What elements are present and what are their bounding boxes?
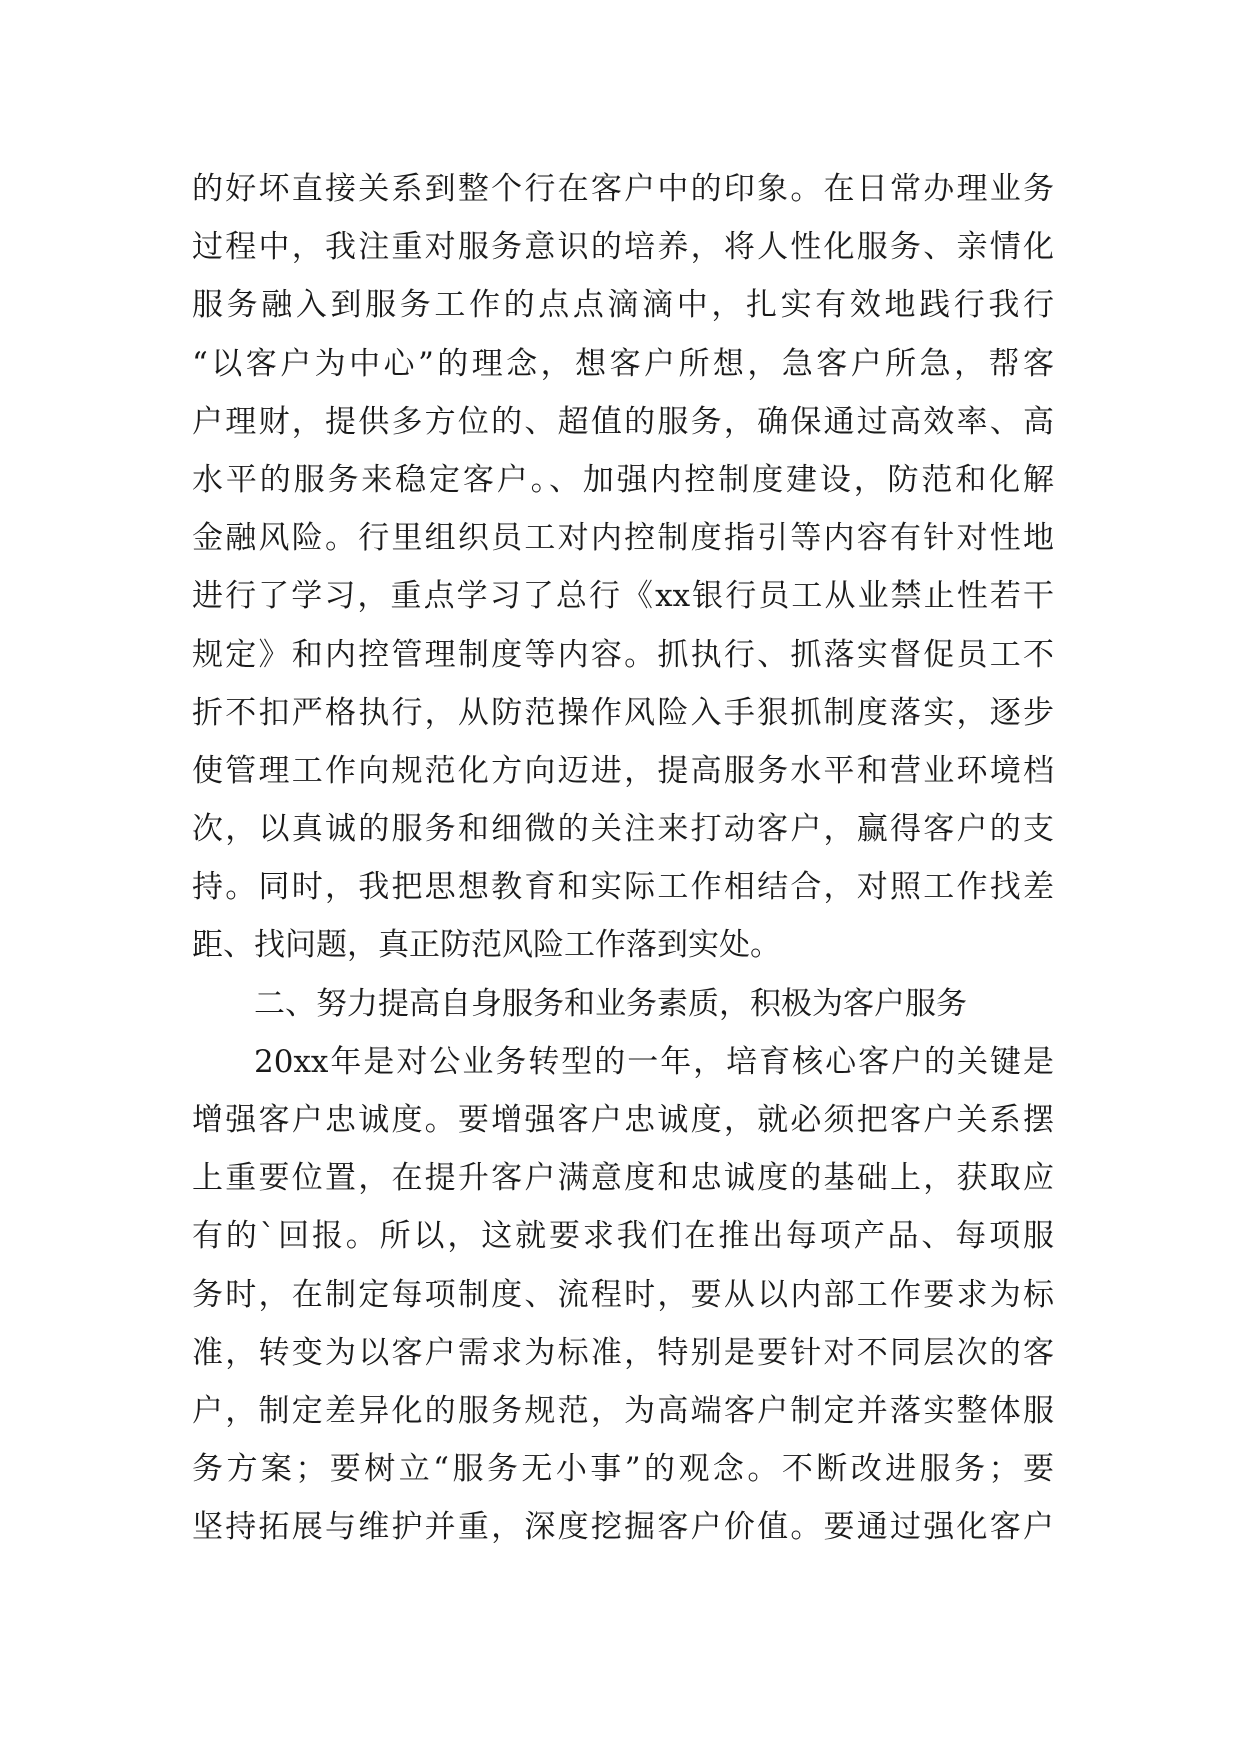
text-line: 的好坏直接关系到整个行在客户中的印象。在日常办理业务 [192,171,1054,207]
text-line: 规定》和内控管理制度等内容。抓执行、抓落实督促员工不 [192,636,1054,673]
text-line: 金融风险。行里组织员工对内控制度指引等内容有针对性地 [192,520,1054,557]
text-line: 使管理工作向规范化方向迈进，提高服务水平和营业环境档 [192,752,1054,789]
text-line: 增强客户忠诚度。要增强客户忠诚度，就必须把客户关系摆 [192,1102,1054,1138]
text-line: 务时，在制定每项制度、流程时，要从以内部工作要求为标 [192,1276,1054,1313]
text-line: 户，制定差异化的服务规范，为高端客户制定并落实整体服 [192,1392,1054,1429]
text-line: 折不扣严格执行，从防范操作风险入手狠抓制度落实，逐步 [192,694,1054,731]
text-line: 水平的服务来稳定客户。、加强内控制度建设，防范和化解 [192,461,1054,498]
text-line: “以客户为中心”的理念，想客户所想，急客户所急，帮客 [192,345,1054,382]
text-line: 准，转变为以客户需求为标准，特别是要针对不同层次的客 [192,1334,1054,1371]
text-line: 服务融入到服务工作的点点滴滴中，扎实有效地践行我行 [192,287,1054,324]
section-heading: 二、努力提高自身服务和业务素质，积极为客户服务 [254,985,967,1022]
text-line: 进行了学习，重点学习了总行《xx银行员工从业禁止性若干 [192,578,1054,615]
text-line: 户理财，提供多方位的、超值的服务，确保通过高效率、高 [192,403,1054,440]
paragraph-first-line: 20xx年是对公业务转型的一年，培育核心客户的关键是 [254,1043,1054,1080]
text-line: 坚持拓展与维护并重，深度挖掘客户价值。要通过强化客户 [192,1509,1054,1546]
text-line: 过程中，我注重对服务意识的培养，将人性化服务、亲情化 [192,229,1054,266]
text-line: 距、找问题，真正防范风险工作落到实处。 [192,927,781,964]
text-line: 务方案；要树立“服务无小事”的观念。不断改进服务；要 [192,1451,1054,1488]
body-text [192,160,1054,1557]
text-line: 持。同时，我把思想教育和实际工作相结合，对照工作找差 [192,869,1054,906]
text-line: 有的`回报。所以，这就要求我们在推出每项产品、每项服 [192,1218,1054,1255]
text-line: 次，以真诚的服务和细微的关注来打动客户，赢得客户的支 [192,811,1054,848]
text-line: 上重要位置，在提升客户满意度和忠诚度的基础上，获取应 [192,1160,1054,1197]
